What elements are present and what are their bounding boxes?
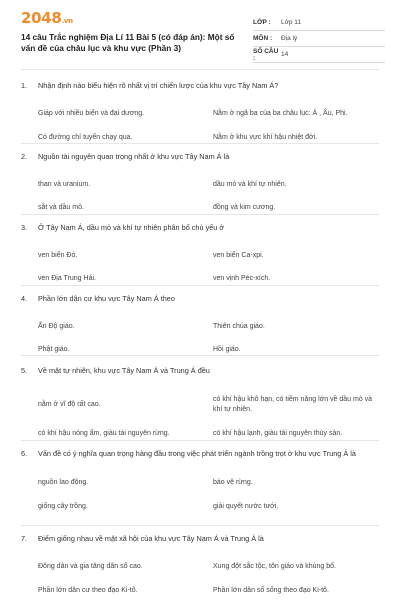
- divider: [21, 69, 379, 70]
- option-b[interactable]: Xung đột sắc tộc, tôn giáo và khủng bố.: [213, 563, 336, 570]
- option-c[interactable]: Phật giáo.: [38, 346, 70, 353]
- meta-key: MÔN :: [253, 35, 273, 42]
- divider: [21, 525, 379, 526]
- option-c[interactable]: có khí hậu nóng ẩm, giàu tài nguyên rừng.: [38, 430, 170, 437]
- question-5: [21, 366, 381, 442]
- option-c[interactable]: sắt và dầu mỏ.: [38, 204, 84, 211]
- question-7: [21, 534, 381, 596]
- meta-table: [253, 15, 385, 63]
- options: [38, 239, 381, 285]
- question-1: [21, 81, 381, 143]
- option-c[interactable]: Có đường chí tuyến chạy qua.: [38, 134, 133, 141]
- question-text: Phần lớn dân cư khu vực Tây Nam Á theo: [38, 294, 175, 303]
- option-a[interactable]: Ấn Độ giáo.: [38, 323, 75, 330]
- option-a[interactable]: nguồn lao động.: [38, 479, 89, 486]
- meta-value: Địa lý: [281, 35, 298, 42]
- option-d[interactable]: giải quyết nước tưới.: [213, 503, 279, 510]
- option-a[interactable]: ven biển Đỏ.: [38, 252, 78, 259]
- question-number: 4.: [21, 294, 28, 303]
- option-c[interactable]: Phần lớn dân cư theo đạo Ki-tô.: [38, 587, 138, 594]
- option-b[interactable]: dầu mỏ và khí tự nhiên.: [213, 181, 287, 188]
- option-c[interactable]: ven Địa Trung Hải.: [38, 275, 96, 282]
- option-b[interactable]: bảo vệ rừng.: [213, 479, 253, 486]
- logo-text: 2048: [21, 9, 62, 27]
- option-d[interactable]: đồng và kim cương.: [213, 204, 276, 211]
- meta-key: SỐ CÂU :: [253, 47, 279, 62]
- meta-row-grade: [253, 15, 385, 31]
- divider: [21, 143, 379, 144]
- option-d[interactable]: Hồi giáo.: [213, 346, 241, 353]
- option-b[interactable]: có khí hậu khô hạn, có tiềm năng lớn về dầu mỏ và khí tự nhiên.: [213, 396, 373, 413]
- divider: [21, 355, 379, 356]
- question-6: [21, 449, 381, 515]
- option-a[interactable]: Đông dân và gia tăng dân số cao.: [38, 563, 143, 570]
- option-c[interactable]: giống cây trồng.: [38, 503, 88, 510]
- logo-suffix: .vn: [61, 17, 73, 25]
- divider: [21, 285, 379, 286]
- options: [38, 310, 381, 356]
- option-b[interactable]: ven biển Ca-xpi.: [213, 252, 264, 259]
- site-logo[interactable]: [21, 9, 73, 27]
- option-d[interactable]: Phần lớn dân số sống theo đạo Ki-tô.: [213, 587, 329, 594]
- options: [38, 168, 381, 214]
- question-4: [21, 294, 381, 356]
- option-d[interactable]: Nằm ở khu vực khí hậu nhiệt đới.: [213, 134, 318, 141]
- option-b[interactable]: Nằm ở ngã ba của ba châu lục: Á , Âu, Phi.: [213, 110, 348, 117]
- options: [38, 465, 381, 515]
- question-text: Điểm giống nhau về mặt xã hội của khu vực Tây Nam Á và Trung Á là: [38, 534, 264, 543]
- question-number: 7.: [21, 534, 28, 543]
- question-number: 1.: [21, 81, 28, 90]
- divider: [21, 440, 379, 441]
- meta-row-count: [253, 47, 385, 63]
- option-a[interactable]: nằm ở vĩ độ rất cao.: [38, 401, 101, 408]
- options: [38, 382, 381, 442]
- option-b[interactable]: Thiên chúa giáo.: [213, 323, 265, 330]
- option-d[interactable]: ven vịnh Péc-xích.: [213, 275, 271, 282]
- question-text: Ở Tây Nam Á, dầu mỏ và khí tự nhiên phân bố chủ yếu ở: [38, 223, 225, 232]
- meta-key: LỚP :: [253, 19, 271, 26]
- question-text: Nhận định nào biểu hiện rõ nhất vị trí chiến lược của khu vực Tây Nam Á?: [38, 81, 279, 90]
- question-number: 3.: [21, 223, 28, 232]
- question-text: Về mặt tự nhiên, khu vực Tây Nam Á và Trung Á đều: [38, 366, 210, 375]
- option-a[interactable]: Giáp với nhiều biển và đại dương.: [38, 110, 145, 117]
- question-number: 5.: [21, 366, 28, 375]
- option-d[interactable]: có khí hậu lạnh, giàu tài nguyên thủy sản.: [213, 430, 343, 437]
- question-number: 6.: [21, 449, 28, 458]
- document-title: 14 câu Trắc nghiệm Địa Lí 11 Bài 5 (có đáp án): Một số vấn đề của châu lục và khu vực (Phần 3): [21, 32, 235, 53]
- options: [38, 97, 381, 143]
- question-text: Nguồn tài nguyên quan trọng nhất ở khu vực Tây Nam Á là: [38, 152, 230, 161]
- options: [38, 550, 381, 596]
- question-number: 2.: [21, 152, 28, 161]
- meta-value: Lớp 11: [281, 19, 302, 26]
- question-3: [21, 223, 381, 285]
- meta-row-subject: [253, 31, 385, 47]
- question-2: [21, 152, 381, 214]
- meta-value: 14: [281, 51, 289, 58]
- question-text: Vấn đề có ý nghĩa quan trọng hàng đầu trong việc phát triển ngành trồng trọt ở khu vực Trung Á là: [38, 449, 356, 458]
- divider: [21, 214, 379, 215]
- option-a[interactable]: than và uranium.: [38, 181, 91, 188]
